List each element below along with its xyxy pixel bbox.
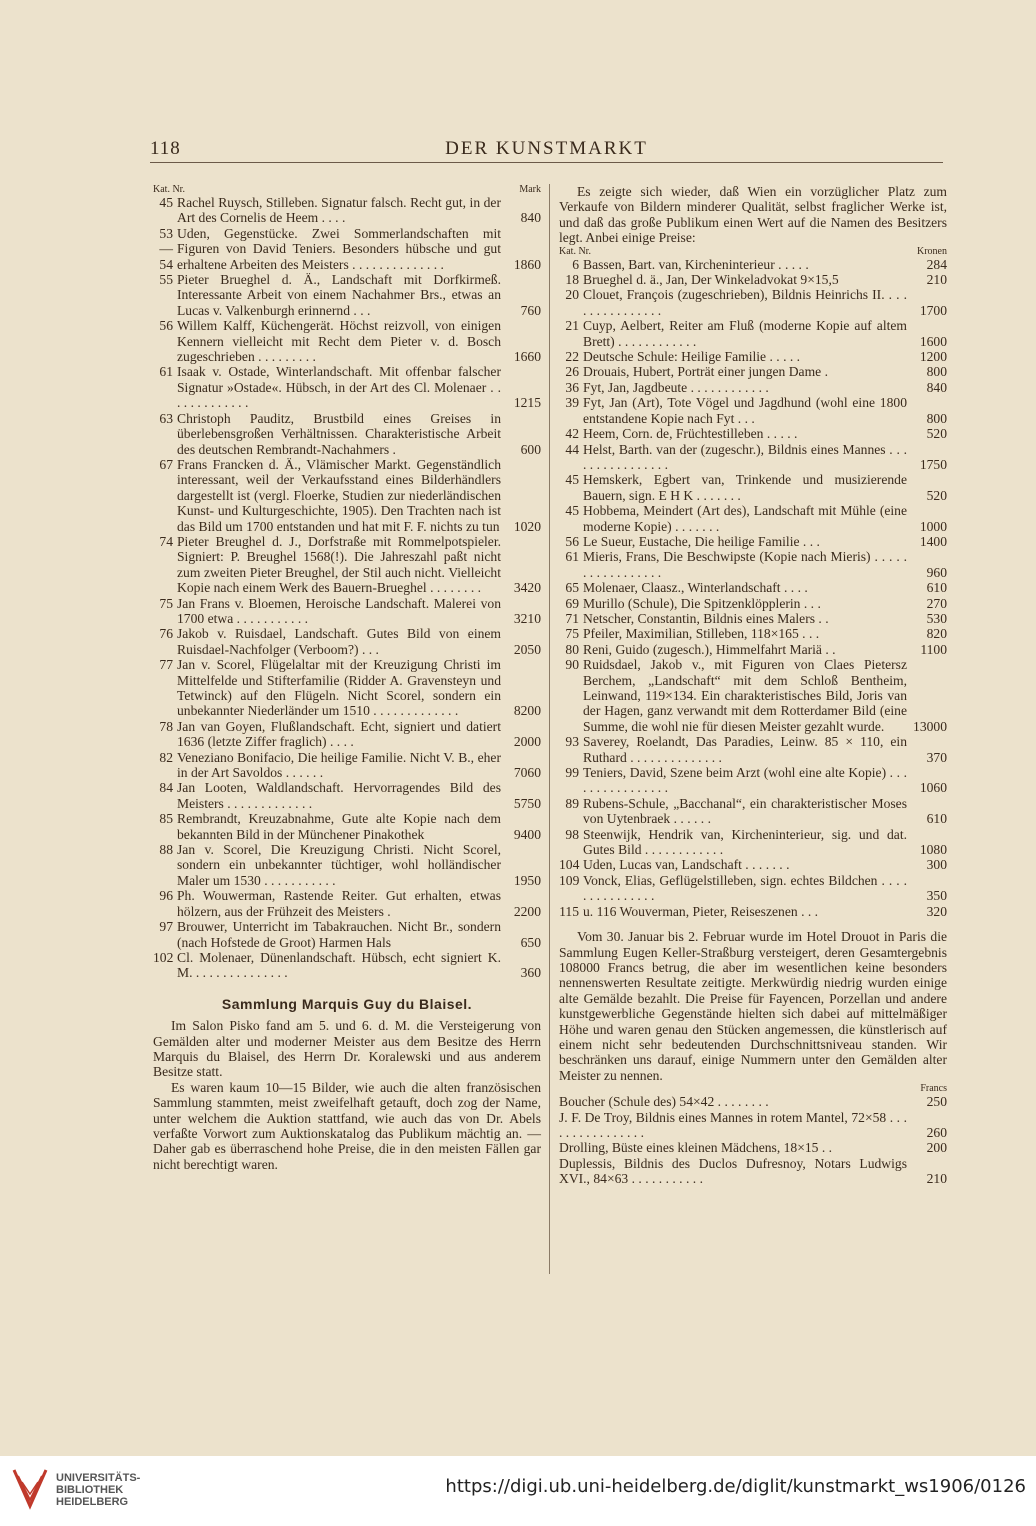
entry-price: 1020 (513, 518, 541, 534)
entry-price: 520 (926, 426, 947, 442)
entry-number: 85 (159, 811, 173, 827)
entry-number: 74 (159, 533, 173, 549)
entry-price: 650 (520, 934, 541, 950)
catalog-entry (559, 534, 947, 549)
entry-number: 26 (565, 364, 579, 380)
journal-title: DER KUNSTMARKT (445, 138, 648, 159)
entry-number: 96 (159, 888, 173, 904)
catalog-entry (559, 380, 947, 395)
catalog-entry (153, 596, 541, 627)
entry-number: 84 (159, 780, 173, 796)
library-name (56, 1472, 140, 1508)
entry-price: 820 (926, 626, 947, 642)
entry-number: 90 (565, 657, 579, 673)
entry-number: 93 (565, 734, 579, 750)
entry-price: 360 (520, 965, 541, 981)
library-line: BIBLIOTHEK (56, 1484, 124, 1496)
entry-price: 2000 (513, 734, 541, 750)
entry-text: Heem, Corn. de, Früchtestilleben . . . . . (583, 426, 798, 442)
entry-price: 960 (926, 564, 947, 580)
entry-text: Veneziano Bonifacio, Die heilige Familie. Nicht V. B., eher in der Art Savoldos . . . . . . (177, 749, 501, 781)
entry-text: Deutsche Schule: Heilige Familie . . . . . (583, 349, 801, 365)
entry-number: 115 (559, 903, 579, 919)
entry-number: 65 (565, 580, 579, 596)
entry-price: 3420 (513, 580, 541, 596)
entry-number: 98 (565, 826, 579, 842)
catalog-entry (559, 765, 947, 796)
page-number: 118 (150, 138, 181, 159)
entry-number: 44 (565, 441, 579, 457)
entry-price: 200 (926, 1140, 947, 1156)
entry-text: Jan van Goyen, Flußlandschaft. Echt, signiert und datiert 1636 (letzte Ziffer fraglich) . . . . (177, 718, 501, 750)
entry-price: 1660 (513, 349, 541, 365)
entry-price: 1060 (919, 780, 947, 796)
catalog-entry (559, 503, 947, 534)
entry-number: 82 (159, 749, 173, 765)
kat-nr-label: Kat. Nr. (153, 184, 185, 195)
entry-price: 1080 (919, 842, 947, 858)
entry-price: 2200 (513, 903, 541, 919)
catalog-entry (559, 1140, 947, 1155)
entry-price: 350 (926, 888, 947, 904)
entry-text: Ph. Wouwerman, Rastende Reiter. Gut erhalten, etwas hölzern, aus der Frühzeit des Meisters . (177, 888, 501, 919)
entry-text: Drolling, Büste eines kleinen Mädchens, 18×15 . . (559, 1140, 833, 1156)
library-logo-icon (10, 1466, 50, 1512)
catalog-entry (153, 457, 541, 534)
entry-text: Le Sueur, Eustache, Die heilige Familie . . . (583, 533, 820, 549)
entry-price: 1700 (919, 302, 947, 318)
entry-number: 99 (565, 765, 579, 781)
entry-text: Hobbema, Meindert (Art des), Landschaft mit Mühle (eine moderne Kopie) . . . . . . . (583, 503, 907, 534)
entry-price: 1950 (513, 872, 541, 888)
entry-number: 78 (159, 718, 173, 734)
entry-text: Boucher (Schule des) 54×42 . . . . . . . . (559, 1094, 769, 1110)
catalog-entry (559, 472, 947, 503)
entry-price: 1200 (919, 349, 947, 365)
entry-price: 284 (926, 256, 947, 272)
catalog-entry (153, 780, 541, 811)
entry-price: 800 (926, 364, 947, 380)
catalog-entry (153, 318, 541, 364)
entry-number: 69 (565, 595, 579, 611)
entry-number: 45 (565, 472, 579, 488)
entry-number: 55 (159, 272, 173, 288)
column-divider (549, 184, 550, 1274)
entry-price: 270 (926, 595, 947, 611)
paragraph: Im Salon Pisko fand am 5. und 6. d. M. die Versteigerung von Gemälden alter und moderner Meister aus dem Besitze des Herrn Marquis du Blaisel, des Herrn Dr. Koralewski und aus anderem Besitze statt. (153, 1018, 541, 1080)
entry-number: 42 (565, 426, 579, 442)
entry-price: 7060 (513, 765, 541, 781)
entry-number: 71 (565, 610, 579, 626)
entry-text: Jakob v. Ruisdael, Landschaft. Gutes Bild von einem Ruisdael-Nachfolger (Verboom?) . . . (177, 626, 501, 657)
entry-text: Christoph Pauditz, Brustbild eines Greises in überlebensgroßen Verhältnissen. Charakteristische Arbeit des deutschen Rembrandt-Nachahmers . (177, 410, 501, 457)
header-rule (150, 162, 943, 163)
entry-number: 22 (565, 349, 579, 365)
catalog-entry (153, 364, 541, 410)
left-entries (153, 195, 541, 981)
paragraph: Vom 30. Januar bis 2. Februar wurde im Hotel Drouot in Paris die Sammlung Eugen Keller-Straßburg versteigert, deren Gesamtergebnis 108000 Francs betrug, die aber im wesentlichen keine besonders nennenswerten Resultate zeitigte. Merkwürdig niedrig wurden einige alte Gemälde bezahlt. Die Preise für Fayencen, Porzellan und andere kunstgewerbliche Gegenstände hielten sich dabei auf mittelmäßiger Höhe und waren genau den Stücken angemessen, die künstlerisch auf einem nicht sehr bedeutenden Durchschnittsniveau standen. Wir beschränken uns darauf, einige Nummern unter den Gemälden alter Meister zu nennen. (559, 929, 947, 1083)
entry-number: 21 (565, 318, 579, 334)
entry-number: 89 (565, 795, 579, 811)
entry-number: 56 (565, 533, 579, 549)
catalog-entry (153, 811, 541, 842)
entry-text: Isaak v. Ostade, Winterlandschaft. Mit offenbar falscher Signatur »Ostade«. Hübsch, in der Art des Cl. Molenaer . . . . . . . . . . . . . (177, 364, 501, 411)
entry-text: Bassen, Bart. van, Kircheninterieur . . . . . (583, 256, 809, 272)
catalog-entry (559, 657, 947, 734)
entry-price: 1215 (513, 395, 541, 411)
entry-price: 13000 (913, 718, 947, 734)
entry-number: 45 (159, 195, 173, 210)
running-header (150, 138, 943, 164)
catalog-entry (559, 904, 947, 919)
entry-price: 760 (520, 302, 541, 318)
entry-text: Jan Frans v. Bloemen, Heroische Landschaft. Malerei von 1700 etwa . . . . . . . . . . . (177, 595, 501, 626)
entry-number: 45 (565, 503, 579, 519)
entry-text: Rubens-Schule, „Bacchanal“, ein charakteristischer Moses von Uytenbraek . . . . . . (583, 795, 907, 827)
catalog-entry (559, 364, 947, 379)
entry-number: 67 (159, 456, 173, 472)
entry-price: 370 (926, 749, 947, 765)
entry-price: 1750 (919, 456, 947, 472)
catalog-entry (153, 750, 541, 781)
entry-text: Fyt, Jan (Art), Tote Vögel und Jagdhund (wohl eine 1800 entstandene Kopie nach Fyt . . . (583, 395, 907, 426)
catalog-entry (559, 442, 947, 473)
entry-number: 80 (565, 641, 579, 657)
catalog-entry (559, 857, 947, 872)
catalog-entry (559, 596, 947, 611)
entry-text: Vonck, Elias, Geflügelstilleben, sign. echtes Bildchen . . . . . . . . . . . . . . . (583, 872, 907, 904)
catalog-entry (559, 796, 947, 827)
catalog-entry (559, 318, 947, 349)
entry-text: Uden, Lucas van, Landschaft . . . . . . . (583, 857, 790, 873)
entry-number: 97 (159, 919, 173, 935)
mark-label: Mark (519, 184, 541, 195)
entry-number: 109 (559, 872, 580, 888)
entry-price: 8200 (513, 703, 541, 719)
entry-number: 36 (565, 379, 579, 395)
entry-text: Fyt, Jan, Jagdbeute . . . . . . . . . . . . (583, 379, 769, 395)
catalog-entry (153, 919, 541, 950)
catalog-entry (559, 873, 947, 904)
right-column (559, 184, 947, 1187)
entry-price: 600 (520, 441, 541, 457)
section-title: Sammlung Marquis Guy du Blaisel. (221, 995, 473, 1012)
catalog-entry (153, 719, 541, 750)
entry-number: 39 (565, 395, 579, 411)
entry-price: 210 (926, 272, 947, 288)
entry-price: 520 (926, 487, 947, 503)
paragraph: Es waren kaum 10—15 Bilder, wie auch die alten französischen Sammlung stammten, meist zweifelhaft getauft, doch zog der Name, unter welchem die Auktion stattfand, wie auch das von Dr. Abels verfaßte Vorwort zum Auktionskatalog das Publikum mächtig an. — Daher gab es überraschend hohe Preise, die in den meisten Fällen gar nicht berechtigt waren. (153, 1079, 541, 1172)
entry-number: 61 (159, 364, 173, 380)
entry-price: 610 (926, 811, 947, 827)
entry-number: 6 (572, 256, 579, 272)
entry-price: 840 (926, 379, 947, 395)
catalog-entry (153, 657, 541, 719)
catalog-entry (559, 287, 947, 318)
entry-text: Rembrandt, Kreuzabnahme, Gute alte Kopie nach dem bekannten Bild in der Münchener Pinakothek (177, 811, 501, 842)
entry-text: Jan Looten, Waldlandschaft. Hervorragendes Bild des Meisters . . . . . . . . . . . . . (177, 780, 501, 811)
left-column (153, 184, 541, 1172)
entry-number: 20 (565, 287, 579, 303)
entry-price: 530 (926, 610, 947, 626)
right-entries (559, 257, 947, 919)
entry-text: Pieter Breughel d. J., Dorfstraße mit Rommelpotspieler. Signiert: P. Breughel 1568(!). Die Jahreszahl paßt nicht zum zweiten Pieter Breughel, der Stil auch nicht. Vielleicht Kopie nach einem Werk des Bauern-Brueghel . . . . . . . . (177, 533, 501, 596)
catalog-entry (559, 349, 947, 364)
footer-bar (0, 1456, 1036, 1526)
entry-text: Molenaer, Claasz., Winterlandschaft . . . . (583, 580, 808, 596)
entry-text: Drouais, Hubert, Porträt einer jungen Dame . (583, 364, 828, 380)
library-line: HEIDELBERG (56, 1496, 129, 1508)
entry-number: 77 (159, 657, 173, 673)
entry-text: Frans Francken d. Ä., Vlämischer Markt. Gegenständlich interessant, weil der Verkaufsstand eines Bilderhändlers dargestellt ist (vergl. Floerke, Studien zur niederländischen Kunst- und Kulturgeschichte, 1905). Den Trachten nach ist das Bild um 1700 entstanden und hat mit F. F. nichts zu tun (177, 456, 501, 534)
catalog-entry (153, 626, 541, 657)
right-table-header (559, 246, 947, 257)
entry-text: u. 116 Wouverman, Pieter, Reiseszenen . . . (583, 903, 819, 919)
entry-text: Netscher, Constantin, Bildnis eines Malers . . (583, 610, 829, 626)
entry-number: 102 (153, 949, 174, 965)
entry-price: 610 (926, 580, 947, 596)
entry-number: 88 (159, 842, 173, 858)
entry-text: Reni, Guido (zugesch.), Himmelfahrt Mariä . . (583, 641, 836, 657)
catalog-entry (153, 272, 541, 318)
entry-text: Ruidsdael, Jakob v., mit Figuren von Claes Pietersz Berchem, „Landschaft“ mit dem Schloß Bentheim, Leinwand, 119×134. Ein charakteristisches Bild, Joris van der Hagen, ganz verwandt mit dem Rotterdamer Bild (eine Summe, die wohl nie für diesen Meister gezahlt wurde. (583, 657, 907, 734)
entry-text: Teniers, David, Szene beim Arzt (wohl eine alte Kopie) . . . . . . . . . . . . . . . . (583, 765, 907, 796)
catalog-entry (559, 642, 947, 657)
entry-price: 1000 (919, 518, 947, 534)
francs-entries (559, 1094, 947, 1186)
entry-text: Brueghel d. ä., Jan, Der Winkeladvokat 9×15,5 (583, 272, 839, 288)
entry-text: Steenwijk, Hendrik van, Kircheninterieur, sig. und dat. Gutes Bild . . . . . . . . . . . . (583, 826, 907, 858)
catalog-entry (559, 611, 947, 626)
entry-text: Jan v. Scorel, Flügelaltar mit der Kreuzigung Christi im Mittelfelde und Stifterfamilie (Ridder A. Gravensteyn und Tetwinck) auf den Flügeln. Nicht Scorel, sondern ein unbekannter Niederländer um 1510 . . . . . . . . . . . . . (177, 657, 501, 719)
entry-text: Mieris, Frans, Die Beschwipste (Kopie nach Mieris) . . . . . . . . . . . . . . . . . (583, 549, 907, 580)
catalog-entry (153, 842, 541, 888)
left-table-header (153, 184, 541, 195)
entry-price: 800 (926, 410, 947, 426)
entry-text: Pfeiler, Maximilian, Stilleben, 118×165 . . . (583, 626, 820, 642)
entry-number: 104 (559, 857, 580, 873)
entry-text: J. F. De Troy, Bildnis eines Mannes in rotem Mantel, 72×58 . . . . . . . . . . . . . . . . (559, 1109, 907, 1140)
entry-text: Rachel Ruysch, Stilleben. Signatur falsch. Recht gut, in der Art des Cornelis de Heem . . . . (177, 195, 501, 226)
entry-price: 5750 (513, 795, 541, 811)
catalog-entry (153, 888, 541, 919)
catalog-entry (559, 734, 947, 765)
entry-price: 9400 (513, 826, 541, 842)
entry-text: Hemskerk, Egbert van, Trinkende und musizierende Bauern, sign. E H K . . . . . . . (583, 472, 907, 503)
entry-text: Jan v. Scorel, Die Kreuzigung Christi. Nicht Scorel, sondern ein unbekannter tüchtiger, wohl holländischer Maler um 1530 . . . . . . . . . . . (177, 842, 501, 888)
entry-number: 63 (159, 410, 173, 426)
catalog-entry (559, 1094, 947, 1109)
entry-price: 1860 (513, 256, 541, 272)
entry-text: Duplessis, Bildnis des Duclos Dufresnoy, Notars Ludwigs XVI., 84×63 . . . . . . . . . . . (559, 1155, 907, 1187)
entry-number: 75 (565, 626, 579, 642)
francs-label: Francs (920, 1083, 947, 1095)
entry-number: 18 (565, 272, 579, 288)
entry-text: Murillo (Schule), Die Spitzenklöpplerin . . . (583, 595, 821, 611)
entry-price: 300 (926, 857, 947, 873)
entry-number: 61 (565, 549, 579, 565)
catalog-entry (153, 950, 541, 981)
catalog-entry (153, 226, 541, 272)
entry-number: 75 (159, 595, 173, 611)
entry-text: Clouet, François (zugeschrieben), Bildnis Heinrichs II. . . . . . . . . . . . . . . . (583, 287, 907, 318)
entry-price: 260 (926, 1124, 947, 1140)
catalog-entry (559, 1110, 947, 1141)
entry-price: 250 (926, 1094, 947, 1110)
entry-text: Willem Kalff, Küchengerät. Höchst reizvoll, von einigen Kennern vielleicht mit Recht dem Pieter v. d. Bosch zugeschrieben . . . . . . . . . (177, 318, 501, 365)
entry-text: Saverey, Roelandt, Das Paradies, Leinw. 85 × 110, ein Ruthard . . . . . . . . . . . . . . (583, 734, 907, 765)
entry-price: 1400 (919, 533, 947, 549)
entry-price: 1600 (919, 333, 947, 349)
entry-text: Brouwer, Unterricht im Tabakrauchen. Nicht Br., sondern (nach Hofstede de Groot) Harmen Hals (177, 919, 501, 950)
entry-text: Uden, Gegenstücke. Zwei Sommerlandschaften mit Figuren von David Teniers. Besonders hübsche und gut erhaltene Arbeiten des Meisters . . . . . . . . . . . . . . (177, 225, 501, 272)
entry-text: Pieter Brueghel d. Ä., Landschaft mit Dorfkirmeß. Interessante Arbeit von einem Nachahmer Brs., etwas an Lucas v. Valkenburgh erinnernd . . . (177, 272, 501, 318)
entry-price: 2050 (513, 641, 541, 657)
catalog-entry (559, 272, 947, 287)
source-url[interactable]: https://digi.ub.uni-heidelberg.de/diglit/kunstmarkt_ws1906/0126 (445, 1476, 1026, 1497)
entry-price: 1100 (920, 641, 947, 657)
catalog-entry (559, 1156, 947, 1187)
catalog-entry (559, 549, 947, 580)
entry-price: 3210 (513, 610, 541, 626)
catalog-entry (559, 395, 947, 426)
intro-paragraph: Es zeigte sich wieder, daß Wien ein vorzüglicher Platz zum Verkaufe von Bildern minderer Qualität, selbst fraglicher Werke ist, und daß das große Publikum einen Wert auf die Namen des Besitzers legt. Anbei einige Preise: (559, 184, 947, 246)
catalog-entry (559, 827, 947, 858)
catalog-entry (153, 534, 541, 596)
catalog-entry (559, 257, 947, 272)
entry-price: 210 (926, 1171, 947, 1187)
library-line: UNIVERSITÄTS- (56, 1472, 141, 1484)
entry-text: Cuyp, Aelbert, Reiter am Fluß (moderne Kopie auf altem Brett) . . . . . . . . . . . . (583, 318, 907, 349)
entry-price: 840 (520, 210, 541, 226)
entry-number: 56 (159, 318, 173, 334)
catalog-entry (153, 411, 541, 457)
catalog-entry (153, 195, 541, 226)
kat-nr-label: Kat. Nr. (559, 245, 591, 257)
entry-price: 320 (926, 903, 947, 919)
francs-header (559, 1083, 947, 1094)
kronen-label: Kronen (917, 245, 947, 257)
catalog-entry (559, 426, 947, 441)
entry-text: Cl. Molenaer, Dünenlandschaft. Hübsch, echt signiert K. M. . . . . . . . . . . . . . . (177, 949, 501, 981)
entry-text: Helst, Barth. van der (zugeschr.), Bildnis eines Mannes . . . . . . . . . . . . . . . . (583, 441, 907, 472)
entry-number: 53—54 (159, 225, 173, 272)
catalog-entry (559, 626, 947, 641)
entry-number: 76 (159, 626, 173, 642)
catalog-entry (559, 580, 947, 595)
